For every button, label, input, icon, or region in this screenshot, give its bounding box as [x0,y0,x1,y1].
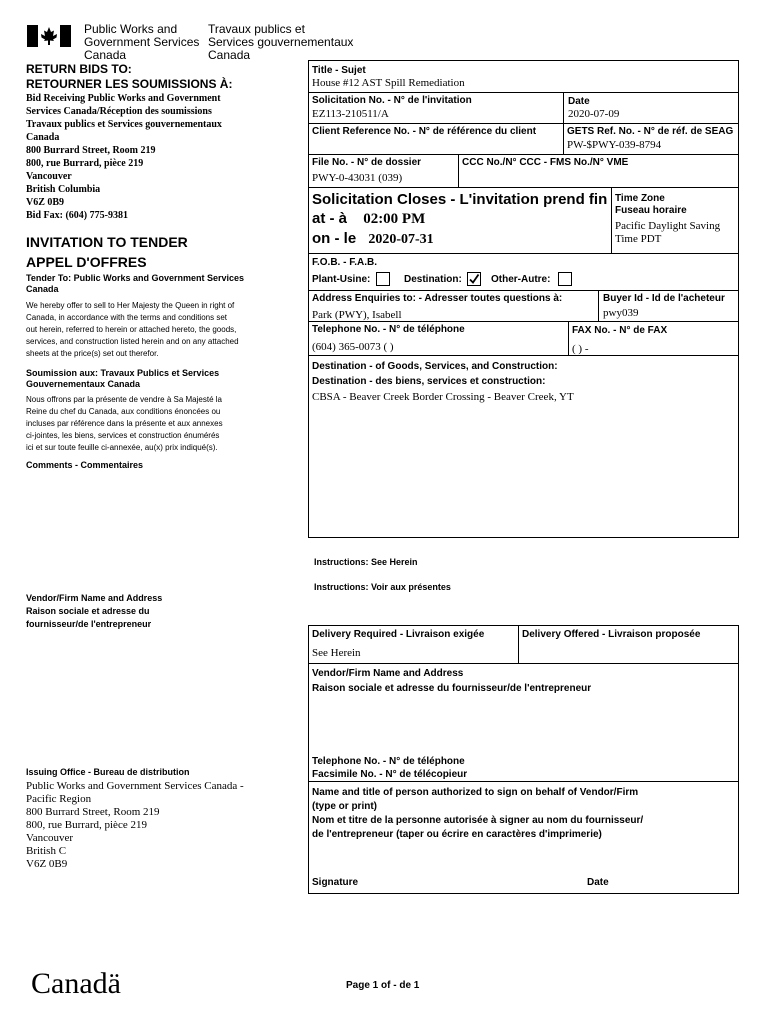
tender-to: Tender To: Public Works and Government Services Canada [26,273,245,294]
title-label: Title - Sujet [312,65,366,76]
enquiries-value: Park (PWY), Isabell [312,309,402,321]
plant-label: Plant-Usine: [312,274,371,285]
instructions-en: Instructions: See Herein [314,557,418,567]
destination-goods-label: Destination - of Goods, Services, and Construction: Destination - des biens, services et construction: [312,361,558,387]
file-no-label: File No. - N° de dossier [312,157,422,168]
delivery-offered-label: Delivery Offered - Livraison proposée [522,629,701,640]
date-label: Date [568,96,590,107]
time-zone-value: Pacific Daylight Saving Time PDT [615,220,721,245]
destination-checkbox[interactable] [467,272,481,286]
title-value: House #12 AST Spill Remediation [312,77,465,89]
checkmark-icon [468,273,480,285]
destination-label: Destination: [404,274,462,285]
offer-text-fr: Nous offrons par la présente de vendre à Sa Majesté la Reine du chef du Canada, aux conditions énoncées ou incluses par référence dans la présente et aux annexes ci-jointes, les biens, services et construction énumérés ici et sur toute feuille ci-annexée, au(x) prix indiqué(s). [26,395,223,452]
comments-label: Comments - Commentaires [26,460,144,470]
return-bids-title: RETURN BIDS TO: RETOURNER LES SOUMISSIONS À: [26,62,233,91]
ccc-no-label: CCC No./N° CCC - FMS No./N° VME [462,157,629,168]
client-reference-label: Client Reference No. - N° de référence du client [312,126,537,137]
file-no-value: PWY-0-43031 (039) [312,172,403,184]
invitation-title: INVITATION TO TENDER APPEL D'OFFRES [26,234,188,270]
closing-date [312,230,434,249]
issuing-office-address: Public Works and Government Services Canada - Pacific Region 800 Burrard Street, Room 219 800, rue Burrard, pièce 219 Vancouver British C V6Z 0B9 [26,780,244,870]
buyer-id-value: pwy039 [603,307,639,319]
delivery-required-value: See Herein [312,647,361,659]
canada-wordmark: Canadä [31,967,121,1000]
signature-label: Signature [312,877,359,888]
other-label: Other-Autre: [491,274,551,285]
fax-label: FAX No. - N° de FAX [572,325,668,336]
delivery-required-label: Delivery Required - Livraison exigée [312,629,485,640]
gets-ref-label: GETS Ref. No. - N° de réf. de SEAG [567,126,734,137]
page-number: Page 1 of - de 1 [346,980,420,991]
department-name-fr: Travaux publics et Services gouvernementaux Canada [208,22,354,62]
solicitation-closes-title: Solicitation Closes - L'invitation prend fin [312,191,608,208]
gets-ref-value: PW-$PWY-039-8794 [567,139,662,151]
telephone-value: (604) 365-0073 ( ) [312,341,394,353]
date-value: 2020-07-09 [568,108,620,120]
signature-date-label: Date [587,877,609,888]
department-name-en: Public Works and Government Services Canada [84,22,200,62]
canada-flag-logo [27,25,71,47]
authorized-person-label: Name and title of person authorized to sign on behalf of Vendor/Firm (type or print) Nom et titre de la personne autorisée à signer au nom du fournisseur/ de l'entrepreneur (taper ou écrire en caractères d'imprimerie) [312,787,644,840]
time-zone-label: Time Zone Fuseau horaire [615,193,687,216]
instructions-fr: Instructions: Voir aux présentes [314,582,451,592]
plant-checkbox[interactable] [376,272,390,286]
solicitation-label: Solicitation No. - N° de l'invitation [312,95,472,106]
fax-value: ( ) - [572,343,589,355]
on-label: on - le [312,230,357,247]
vendor-firm-label: Vendor/Firm Name and Address Raison sociale et adresse du fournisseur/de l'entrepreneur [26,593,163,629]
fob-label: F.O.B. - F.A.B. [312,257,377,268]
soumission-aux: Soumission aux: Travaux Publics et Services Gouvernementaux Canada [26,368,220,389]
offer-text-en: We hereby offer to sell to Her Majesty the Queen in right of Canada, in accordance with the terms and conditions set out herein, referred to herein or attached hereto, the goods, services, and construction listed herein and on any attached sheets at the price(s) set out therefor. [26,301,239,358]
destination-goods-value: CBSA - Beaver Creek Border Crossing - Beaver Creek, YT [312,391,574,403]
bid-receiving-address: Bid Receiving Public Works and Government Services Canada/Réception des soumissions Travaux publics et Services gouvernementaux Canada 800 Burrard Street, Room 219 800, rue Burrard, pièce 219 Vancouver British Columbia V6Z 0B9 Bid Fax: (604) 775-9381 [26,93,222,221]
vendor-name-label: Vendor/Firm Name and Address Raison sociale et adresse du fournisseur/de l'entrepreneur [312,668,592,694]
telephone-label: Telephone No. - N° de téléphone [312,324,465,335]
closing-time [312,210,425,228]
at-label: at - à [312,210,348,227]
on-value: 2020-07-31 [368,232,434,247]
buyer-id-label: Buyer Id - Id de l'acheteur [603,293,725,304]
enquiries-label: Address Enquiries to: - Adresser toutes questions à: [312,293,563,304]
solicitation-value: EZ113-210511/A [312,108,389,120]
issuing-office-title: Issuing Office - Bureau de distribution [26,767,190,777]
vendor-phone-fax-label: Telephone No. - N° de téléphone Facsimile No. - N° de télécopieur [312,756,468,780]
other-checkbox[interactable] [558,272,572,286]
at-value: 02:00 PM [363,211,426,227]
